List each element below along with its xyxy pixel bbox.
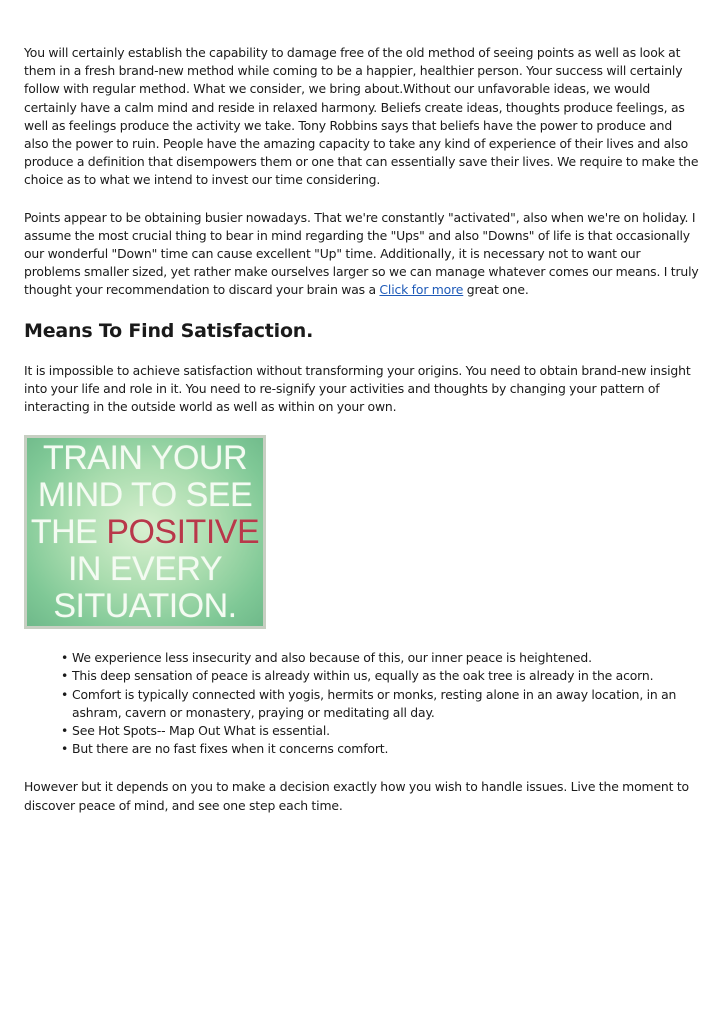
- paragraph-closing: However but it depends on you to make a decision exactly how you wish to handle issues. Live the moment to discover peace of mind, and see one step each time.: [24, 779, 689, 813]
- list-item: • We experience less insecurity and also because of this, our inner peace is heightened.: [72, 649, 700, 667]
- poster-line-5: SITUATION.: [53, 586, 237, 625]
- bullet-list: [24, 649, 700, 758]
- poster-line-1: TRAIN YOUR: [42, 438, 248, 477]
- poster-line-3-prefix: THE: [30, 512, 107, 551]
- poster-positive-word: POSITIVE: [106, 512, 260, 551]
- poster-line-3: [31, 514, 259, 551]
- paragraph-busy-text: Points appear to be obtaining busier nowadays. That we're constantly "activated", also when we're on holiday. I assume the most crucial thing to bear in mind regarding the "Ups" and also "Downs" of life is that occasionally our wonderful "Down" time can cause excellent "Up" time. Additionally, it is necessary not to want our problems smaller sized, yet rather make ourselves larger so we can manage whatever comes our means. I truly thought your recommendation to discard your brain was a: [24, 209, 699, 298]
- paragraph-satisfaction: It is impossible to achieve satisfaction without transforming your origins. You need to obtain brand-new insight into your life and role in it. You need to re-signify your activities and thoughts by changing your pattern of interacting in the outside world as well as within on your own.: [24, 362, 691, 415]
- poster-image: [24, 435, 266, 629]
- article: [24, 44, 700, 834]
- click-for-more-link[interactable]: Click for more: [379, 282, 464, 298]
- list-item: • Comfort is typically connected with yogis, hermits or monks, resting alone in an away location, in an ashram, cavern or monastery, praying or meditating all day.: [72, 686, 700, 722]
- poster-graphic: [27, 438, 263, 626]
- list-item: • This deep sensation of peace is already within us, equally as the oak tree is already in the acorn.: [72, 667, 700, 685]
- paragraph-busy-tail: great one.: [463, 282, 529, 298]
- paragraph-busy: [24, 209, 700, 300]
- poster-line-2: MIND TO SEE: [37, 475, 253, 514]
- list-item: • But there are no fast fixes when it concerns comfort.: [72, 740, 700, 758]
- paragraph-intro: You will certainly establish the capability to damage free of the old method of seeing points as well as look at them in a fresh brand-new method while coming to be a happier, healthier person. Your success will certainly follow with regular method. What we consider, we bring about.Without our unfavorable ideas, we would certainly have a calm mind and reside in relaxed harmony. Beliefs create ideas, thoughts produce feelings, as well as feelings produce the activity we take. Tony Robbins says that beliefs have the power to produce and also the power to ruin. People have the amazing capacity to take any kind of experience of their lives and also produce a definition that disempowers them or one that can essentially save their lives. We require to make the choice as to what we intend to invest our time considering.: [24, 45, 699, 188]
- poster-line-4: IN EVERY: [67, 549, 223, 588]
- section-heading: Means To Find Satisfaction.: [24, 319, 314, 342]
- list-item: • See Hot Spots-- Map Out What is essential.: [72, 722, 700, 740]
